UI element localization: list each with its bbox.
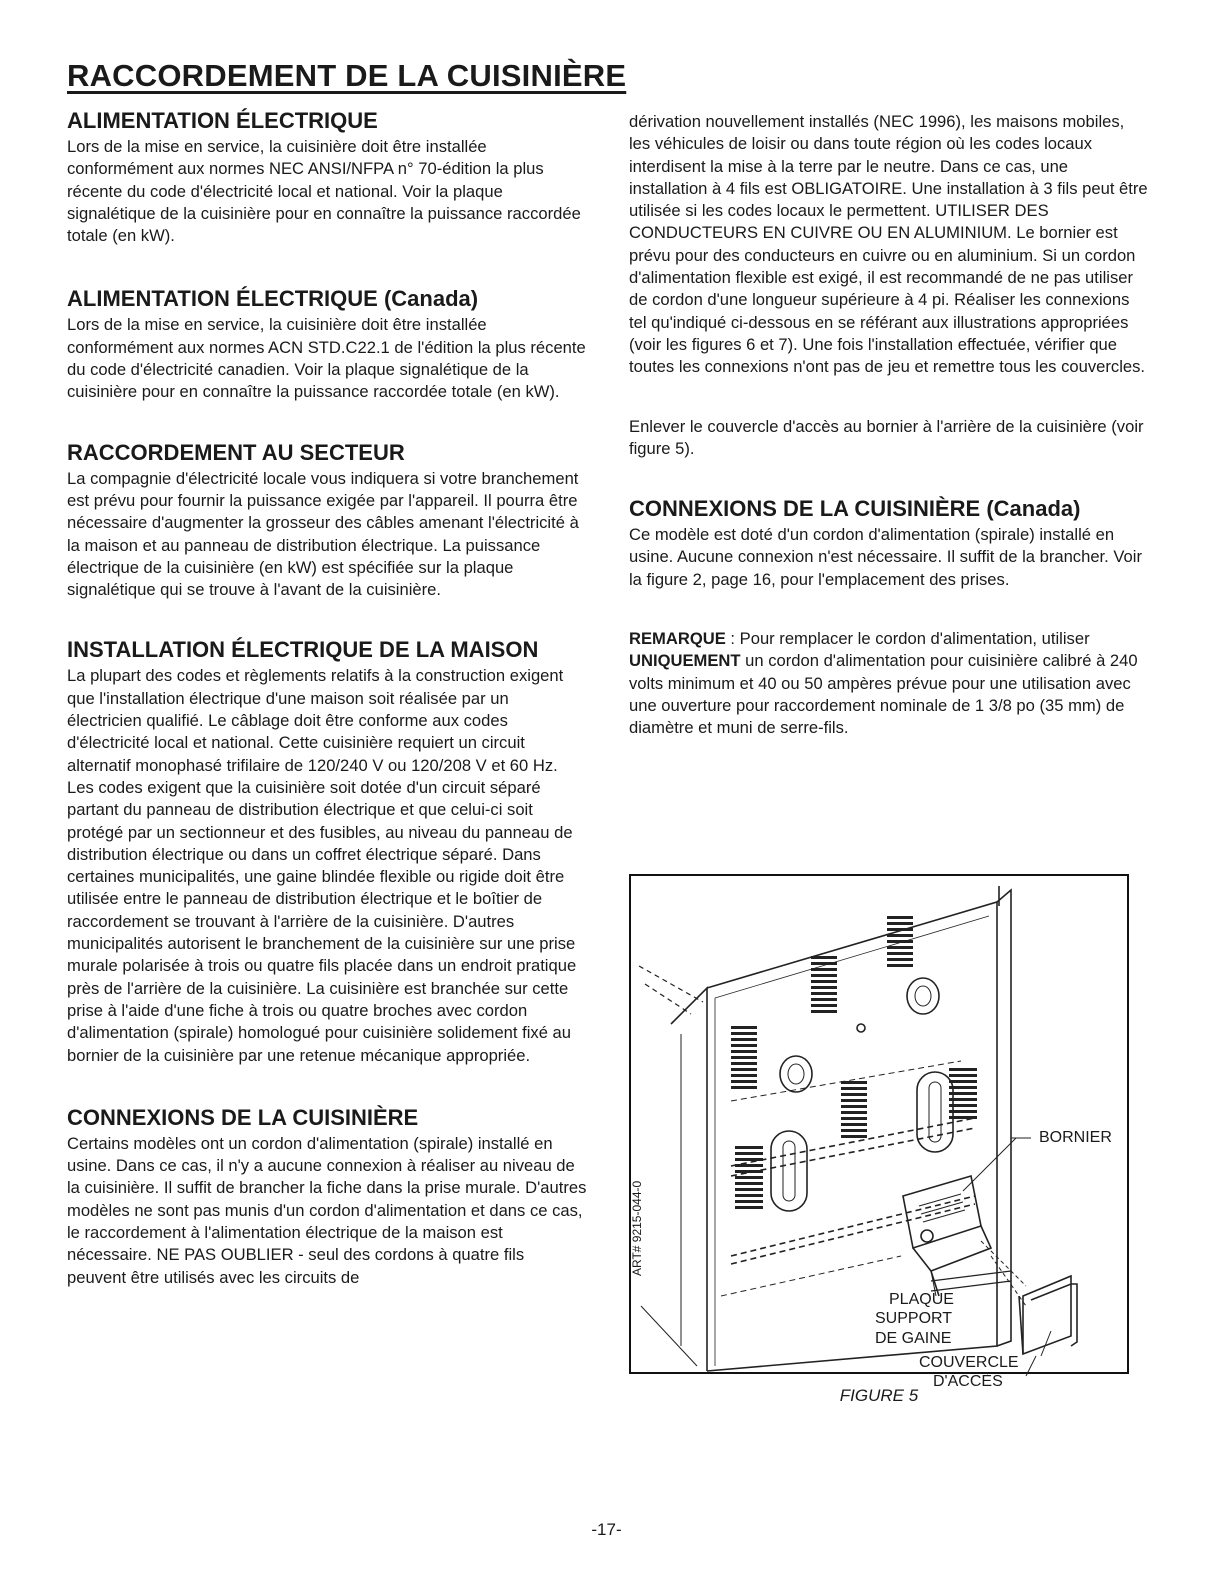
note-emphasis: UNIQUEMENT: [629, 651, 741, 671]
right-column: [629, 108, 1149, 740]
art-number: ART# 9215-044-0: [630, 1180, 644, 1276]
section-heading: ALIMENTATION ÉLECTRIQUE (Canada): [67, 286, 479, 312]
figure-caption: FIGURE 5: [839, 1386, 919, 1405]
page-title: RACCORDEMENT DE LA CUISINIÈRE: [67, 58, 627, 93]
note-text: : Pour remplacer le cordon d'alimentation, utiliser: [725, 629, 1090, 649]
figure-5: [629, 874, 1129, 1390]
page-number: -17-: [591, 1520, 622, 1539]
section-alimentation-electrique: [67, 108, 587, 247]
section-alimentation-electrique-canada: [67, 286, 587, 403]
callout-support: SUPPORT: [875, 1310, 953, 1327]
section-heading: ALIMENTATION ÉLECTRIQUE: [67, 108, 378, 133]
note-text: un cordon d'alimentation pour cuisinière calibré à 240 volts minimum et 40 ou 50 ampères prévue pour une utilisation avec une ouverture pour raccordement nominale de 1 3/8 po (35 mm) de diamètre et muni de serre-fils.: [629, 651, 1138, 738]
section-body: Ce modèle est doté d'un cordon d'alimentation (spirale) installé en usine. Aucune connexion n'est nécessaire. Il suffit de la brancher. Voir la figure 2, page 16, pour l'emplacement des prises.: [629, 525, 1142, 589]
note-label: REMARQUE: [629, 629, 726, 649]
callout-couvercle: COUVERCLE: [919, 1354, 1019, 1371]
access-cover-paragraph: [629, 416, 1149, 461]
section-heading: INSTALLATION ÉLECTRIQUE DE LA MAISON: [67, 637, 539, 663]
section-heading: CONNEXIONS DE LA CUISINIÈRE: [67, 1104, 419, 1130]
callout-dacces: D'ACCÈS: [933, 1373, 1003, 1390]
vent-grilles: [731, 916, 977, 1209]
callout-plaque: PLAQUE: [889, 1291, 954, 1308]
section-body: Enlever le couvercle d'accès au bornier à l'arrière de la cuisinière (voir figure 5).: [629, 416, 1144, 458]
section-body: Certains modèles ont un cordon d'alimentation (spirale) installé en usine. Dans ce cas, il n'y a aucune connexion à réaliser au niveau de la cuisinière. Il suffit de brancher la fiche dans la prise murale. D'autres modèles ne sont pas munis d'un cordon d'alimentation et dans ce cas, le raccordement à l'alimentation électrique de la maison est nécessaire. NE PAS OUBLIER - seul des cordons à quatre fils peuvent être utilisés avec les circuits de: [67, 1133, 587, 1287]
section-installation-electrique-maison: [67, 637, 587, 1066]
section-body: La compagnie d'électricité locale vous indiquera si votre branchement est prévu pour fournir la puissance exigée par l'appareil. Il pourra être nécessaire d'augmenter la grosseur des câbles amenant l'électricité à la maison et au panneau de distribution électrique. La puissance électrique de la cuisinière (en kW) est spécifiée sur la plaque signalétique qui se trouve à l'avant de la cuisinière.: [67, 468, 579, 600]
callout-de-gaine: DE GAINE: [875, 1330, 952, 1347]
section-body: Lors de la mise en service, la cuisinière doit être installée conformément aux normes ACN STD.C22.1 de l'édition la plus récente du code d'électricité canadien. Voir la plaque signalétique de la cuisinière pour en connaître la puissance raccordée totale (en kW).: [67, 315, 586, 402]
continued-paragraph: [629, 111, 1149, 379]
section-body: Lors de la mise en service, la cuisinière doit être installée conformément aux normes NEC ANSI/NFPA n° 70-édition la plus récente du code d'électricité local et national. Voir la plaque signalétique de la cuisinière pour en connaître la puissance raccordée totale (en kW).: [67, 137, 581, 246]
callout-bornier: BORNIER: [1039, 1129, 1112, 1146]
note-body: [629, 628, 1149, 739]
left-column: [67, 108, 587, 1289]
section-heading: RACCORDEMENT AU SECTEUR: [67, 439, 405, 465]
section-connexions-cuisiniere: [67, 1105, 587, 1289]
section-heading: CONNEXIONS DE LA CUISINIÈRE (Canada): [629, 496, 1081, 522]
range-back-illustration: [631, 876, 1131, 1376]
section-raccordement-au-secteur: [67, 440, 587, 602]
section-body: La plupart des codes et règlements relatifs à la construction exigent que l'installation électrique d'une maison soit réalisée par un électricien qualifié. Le câblage doit être conforme aux codes d'électricité local et national. Cette cuisinière requiert un circuit alternatif monophasé trifilaire de 120/240 V ou 120/208 V et 60 Hz. Les codes exigent que la cuisinière soit dotée d'un circuit séparé partant du panneau de distribution électrique et que celui-ci soit protégé par un sectionneur et des fusibles, au niveau du panneau de distribution électrique ou dans un coffret électrique séparé. Dans certaines municipalités, une gaine blindée flexible ou rigide doit être utilisée entre le panneau de distribution électrique et le boîtier de raccordement se trouvant à l'arrière de la cuisinière. D'autres municipalités autorisent le branchement de la cuisinière sur une prise murale polarisée à trois ou quatre fils placée dans un endroit pratique près de l'arrière de la cuisinière. La cuisinière est branchée sur cette prise à l'aide d'une fiche à trois ou quatre broches avec cordon d'alimentation (spirale) homologué pour cuisinière solidement fixé au bornier de la cuisinière par une retenue mécanique appropriée.: [67, 666, 577, 1065]
section-body: dérivation nouvellement installés (NEC 1996), les maisons mobiles, les véhicules de loisir ou dans toute région où les codes locaux interdisent la mise à la terre par le neutre. Dans ce cas, une installation à 4 fils est OBLIGATOIRE. Une installation à 3 fils peut être utilisée si les codes locaux le permettent. UTILISER DES CONDUCTEURS EN CUIVRE OU EN ALUMINIUM. Le bornier est prévu pour des conducteurs en cuivre ou en aluminium. Si un cordon d'alimentation flexible est exigé, il est recommandé de ne pas utiliser de cordon d'une longueur supérieure à 4 pi. Réaliser les connexions tel qu'indiqué ci-dessous en se référant aux illustrations appropriées (voir les figures 6 et 7). Une fois l'installation effectuée, vérifier que toutes les connexions n'ont pas de jeu et remettre tous les couvercles.: [629, 112, 1148, 377]
note-paragraph: [629, 628, 1149, 739]
section-connexions-cuisiniere-canada: [629, 496, 1149, 591]
